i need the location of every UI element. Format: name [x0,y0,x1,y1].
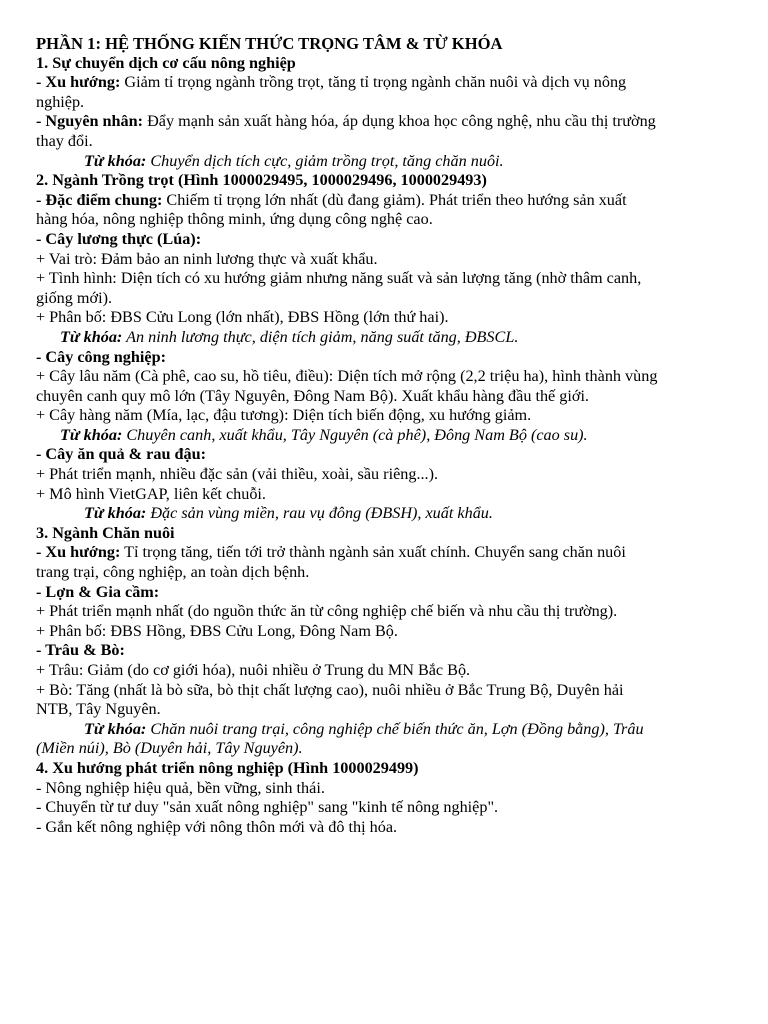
section-2-heading: 2. Ngành Trồng trọt (Hình 1000029495, 1000029496, 1000029493) [36,171,487,190]
s2-fruit-keywords [36,504,736,524]
s1-cause-label: - Nguyên nhân: [36,112,144,131]
section-3-heading: 3. Ngành Chăn nuôi [36,523,175,542]
s1-keywords [36,152,736,172]
s3-buffalo: + Trâu: Giảm (do cơ giới hóa), nuôi nhiều ở Trung du MN Bắc Bộ. [36,661,471,679]
s2-food-status-cont: giống mới). [36,288,113,307]
s3-cow-cont: NTB, Tây Nguyên. [36,700,161,719]
s2-food-heading: - Cây lương thực (Lúa): [36,229,202,248]
s2-fruit-development: + Phát triển mạnh, nhiều đặc sản (vải thiều, xoài, sầu riêng...). [36,465,439,484]
s1-trend-label: - Xu hướng: [36,73,121,92]
document-title: PHẦN 1: HỆ THỐNG KIẾN THỨC TRỌNG TÂM & TỪ KHÓA [36,34,503,53]
s1-keywords-text: Chuyển dịch tích cực, giảm trồng trọt, tăng chăn nuôi. [146,151,504,170]
s3-trend [36,543,736,563]
s3-keywords-text: Chăn nuôi trang trại, công nghiệp chế biến thức ăn, Lợn (Đồng bằng), Trâu [146,719,644,738]
s3-pig-development: + Phát triển mạnh nhất (do nguồn thức ăn từ công nghiệp chế biến và nhu cầu thị trường). [36,602,618,621]
s3-cattle-heading: - Trâu & Bò: [36,641,125,660]
s3-trend-label: - Xu hướng: [36,543,121,562]
s1-cause-cont: thay đổi. [36,131,93,150]
s2-general-cont: hàng hóa, nông nghiệp thông minh, ứng dụng công nghệ cao. [36,210,433,229]
s2-general [36,191,736,211]
s1-cause [36,112,736,132]
s2-industrial-heading: - Cây công nghiệp: [36,347,166,366]
section-4-heading: 4. Xu hướng phát triển nông nghiệp (Hình 1000029499) [36,758,419,777]
s3-cow: + Bò: Tăng (nhất là bò sữa, bò thịt chất lượng cao), nuôi nhiều ở Bắc Trung Bộ, Duyên hải [36,680,624,699]
document-page [36,34,736,837]
s2-food-keywords-label: Từ khóa: [60,327,123,346]
s2-fruit-keywords-label: Từ khóa: [84,504,147,523]
s2-general-label: - Đặc điểm chung: [36,190,163,209]
s3-pig-distribution: + Phân bố: ĐBS Hồng, ĐBS Cửu Long, Đông Nam Bộ. [36,621,398,640]
s2-food-keywords-text: An ninh lương thực, diện tích giảm, năng suất tăng, ĐBSCL. [122,327,519,346]
s2-general-text: Chiếm tỉ trọng lớn nhất (dù đang giảm). Phát triển theo hướng sản xuất [162,190,627,209]
s1-cause-text: Đẩy mạnh sản xuất hàng hóa, áp dụng khoa học công nghệ, nhu cầu thị trường [143,112,656,131]
s3-keywords [36,720,736,740]
s1-trend-cont: nghiệp. [36,92,85,111]
s2-food-status: + Tình hình: Diện tích có xu hướng giảm nhưng năng suất và sản lượng tăng (nhờ thâm canh, [36,269,642,288]
s1-trend [36,73,736,93]
s2-industrial-keywords-text: Chuyên canh, xuất khẩu, Tây Nguyên (cà phê), Đông Nam Bộ (cao su). [122,425,588,444]
s3-trend-cont: trang trại, công nghiệp, an toàn dịch bệnh. [36,563,310,582]
s3-keywords-label: Từ khóa: [84,719,147,738]
s2-industrial-perennial: + Cây lâu năm (Cà phê, cao su, hồ tiêu, điều): Diện tích mở rộng (2,2 triệu ha), hình thành vùng [36,367,658,386]
s2-industrial-perennial-cont: chuyên canh quy mô lớn (Tây Nguyên, Đông Nam Bộ). Xuất khẩu hàng đầu thế giới. [36,386,589,405]
s3-keywords-text-cont: (Miền núi), Bò (Duyên hải, Tây Nguyên). [36,739,303,758]
s2-fruit-heading: - Cây ăn quả & rau đậu: [36,445,207,464]
s2-fruit-keywords-text: Đặc sản vùng miền, rau vụ đông (ĐBSH), xuất khẩu. [146,504,493,523]
section-1-heading: 1. Sự chuyển dịch cơ cấu nông nghiệp [36,53,296,72]
s3-keywords-cont [36,739,736,759]
s2-fruit-model: + Mô hình VietGAP, liên kết chuỗi. [36,484,266,503]
s1-trend-text: Giảm tỉ trọng ngành trồng trọt, tăng tỉ trọng ngành chăn nuôi và dịch vụ nông [120,73,627,92]
s2-food-role: + Vai trò: Đảm bảo an ninh lương thực và xuất khẩu. [36,249,378,268]
s3-trend-text: Tỉ trọng tăng, tiến tới trở thành ngành sản xuất chính. Chuyển sang chăn nuôi [120,543,626,562]
s2-industrial-keywords [36,426,736,446]
s4-item-2: - Chuyển từ tư duy "sản xuất nông nghiệp" sang "kinh tế nông nghiệp". [36,798,499,817]
s2-industrial-keywords-label: Từ khóa: [60,425,123,444]
s1-keywords-label: Từ khóa: [84,151,147,170]
s2-industrial-annual: + Cây hàng năm (Mía, lạc, đậu tương): Diện tích biến động, xu hướng giảm. [36,406,532,425]
s4-item-1: - Nông nghiệp hiệu quả, bền vững, sinh thái. [36,778,325,797]
s4-item-3: - Gắn kết nông nghiệp với nông thôn mới và đô thị hóa. [36,817,398,836]
s2-food-keywords [36,328,736,348]
s3-pig-heading: - Lợn & Gia cầm: [36,582,160,601]
s2-food-distribution: + Phân bố: ĐBS Cửu Long (lớn nhất), ĐBS Hồng (lớn thứ hai). [36,308,449,327]
